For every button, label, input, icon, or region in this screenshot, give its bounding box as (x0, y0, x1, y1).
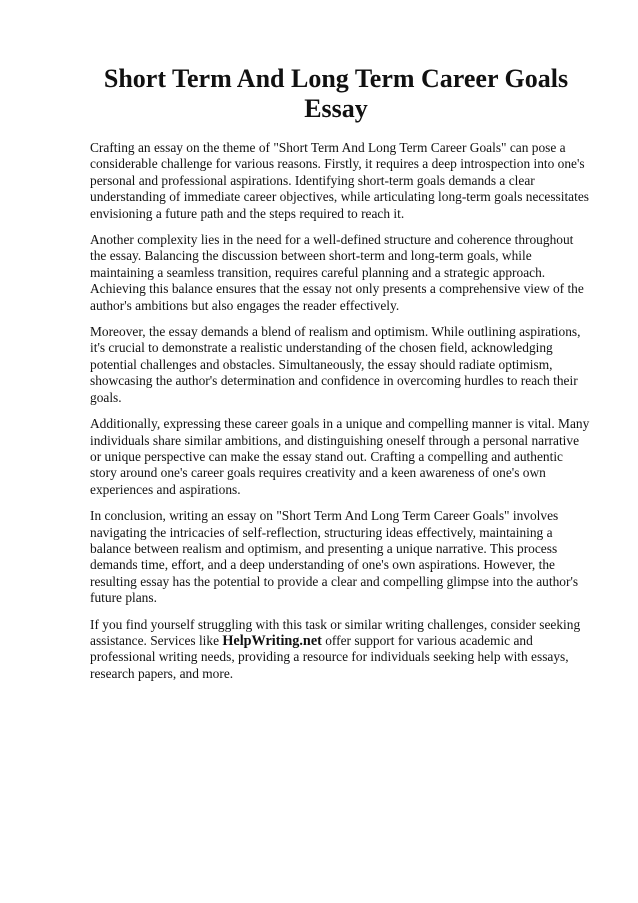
closing-text-after: offer support for various academic and professional writing needs, providing a resource for individuals seeking help with essays, research papers, and more. (90, 632, 569, 681)
paragraph-conclusion: In conclusion, writing an essay on "Short Term And Long Term Career Goals" involves navigating the intricacies of self-reflection, structuring ideas effectively, maintaining a balance between realism and optimism, and presenting a unique narrative. This process demands time, effort, and a deep understanding of one's own aspirations. However, the resulting essay has the potential to provide a clear and compelling glimpse into the author's future plans. (90, 508, 579, 606)
paragraph-structure: Another complexity lies in the need for a well-defined structure and coherence throughout the essay. Balancing the discussion between short-term and long-term goals, while maintaining a seamless transition, requires careful planning and a strategic approach. Achieving this balance ensures that the essay not only presents a comprehensive view of the author's ambitions but also engages the reader effectively. (90, 232, 584, 313)
paragraph-uniqueness: Additionally, expressing these career goals in a unique and compelling manner is vital. Many individuals share similar ambitions, and distinguishing oneself through a personal narrative or unique perspective can make the essay stand out. Crafting a compelling and authentic story around one's career goals requires creativity and a keen awareness of one's own experiences and aspirations. (90, 416, 590, 497)
paragraph-closing (90, 617, 590, 683)
paragraph-realism: Moreover, the essay demands a blend of realism and optimism. While outlining aspirations, it's crucial to demonstrate a realistic understanding of the chosen field, acknowledging potential challenges and obstacles. Simultaneously, the essay should radiate optimism, showcasing the author's determination and confidence in overcoming hurdles to reach their goals. (90, 324, 581, 405)
essay-title: Short Term And Long Term Career Goals Essay (103, 64, 569, 123)
paragraph-intro: Crafting an essay on the theme of "Short Term And Long Term Career Goals" can pose a considerable challenge for various reasons. Firstly, it requires a deep introspection into one's personal and professional aspirations. Identifying short-term goals demands a clear understanding of immediate career objectives, while articulating long-term goals necessitates envisioning a future path and the steps required to reach it. (90, 140, 589, 221)
closing-text-before: If you find yourself struggling with this task or similar writing challenges, consider seeking assistance. Services like (90, 616, 581, 648)
helpwriting-link[interactable]: HelpWriting.net (222, 632, 322, 649)
